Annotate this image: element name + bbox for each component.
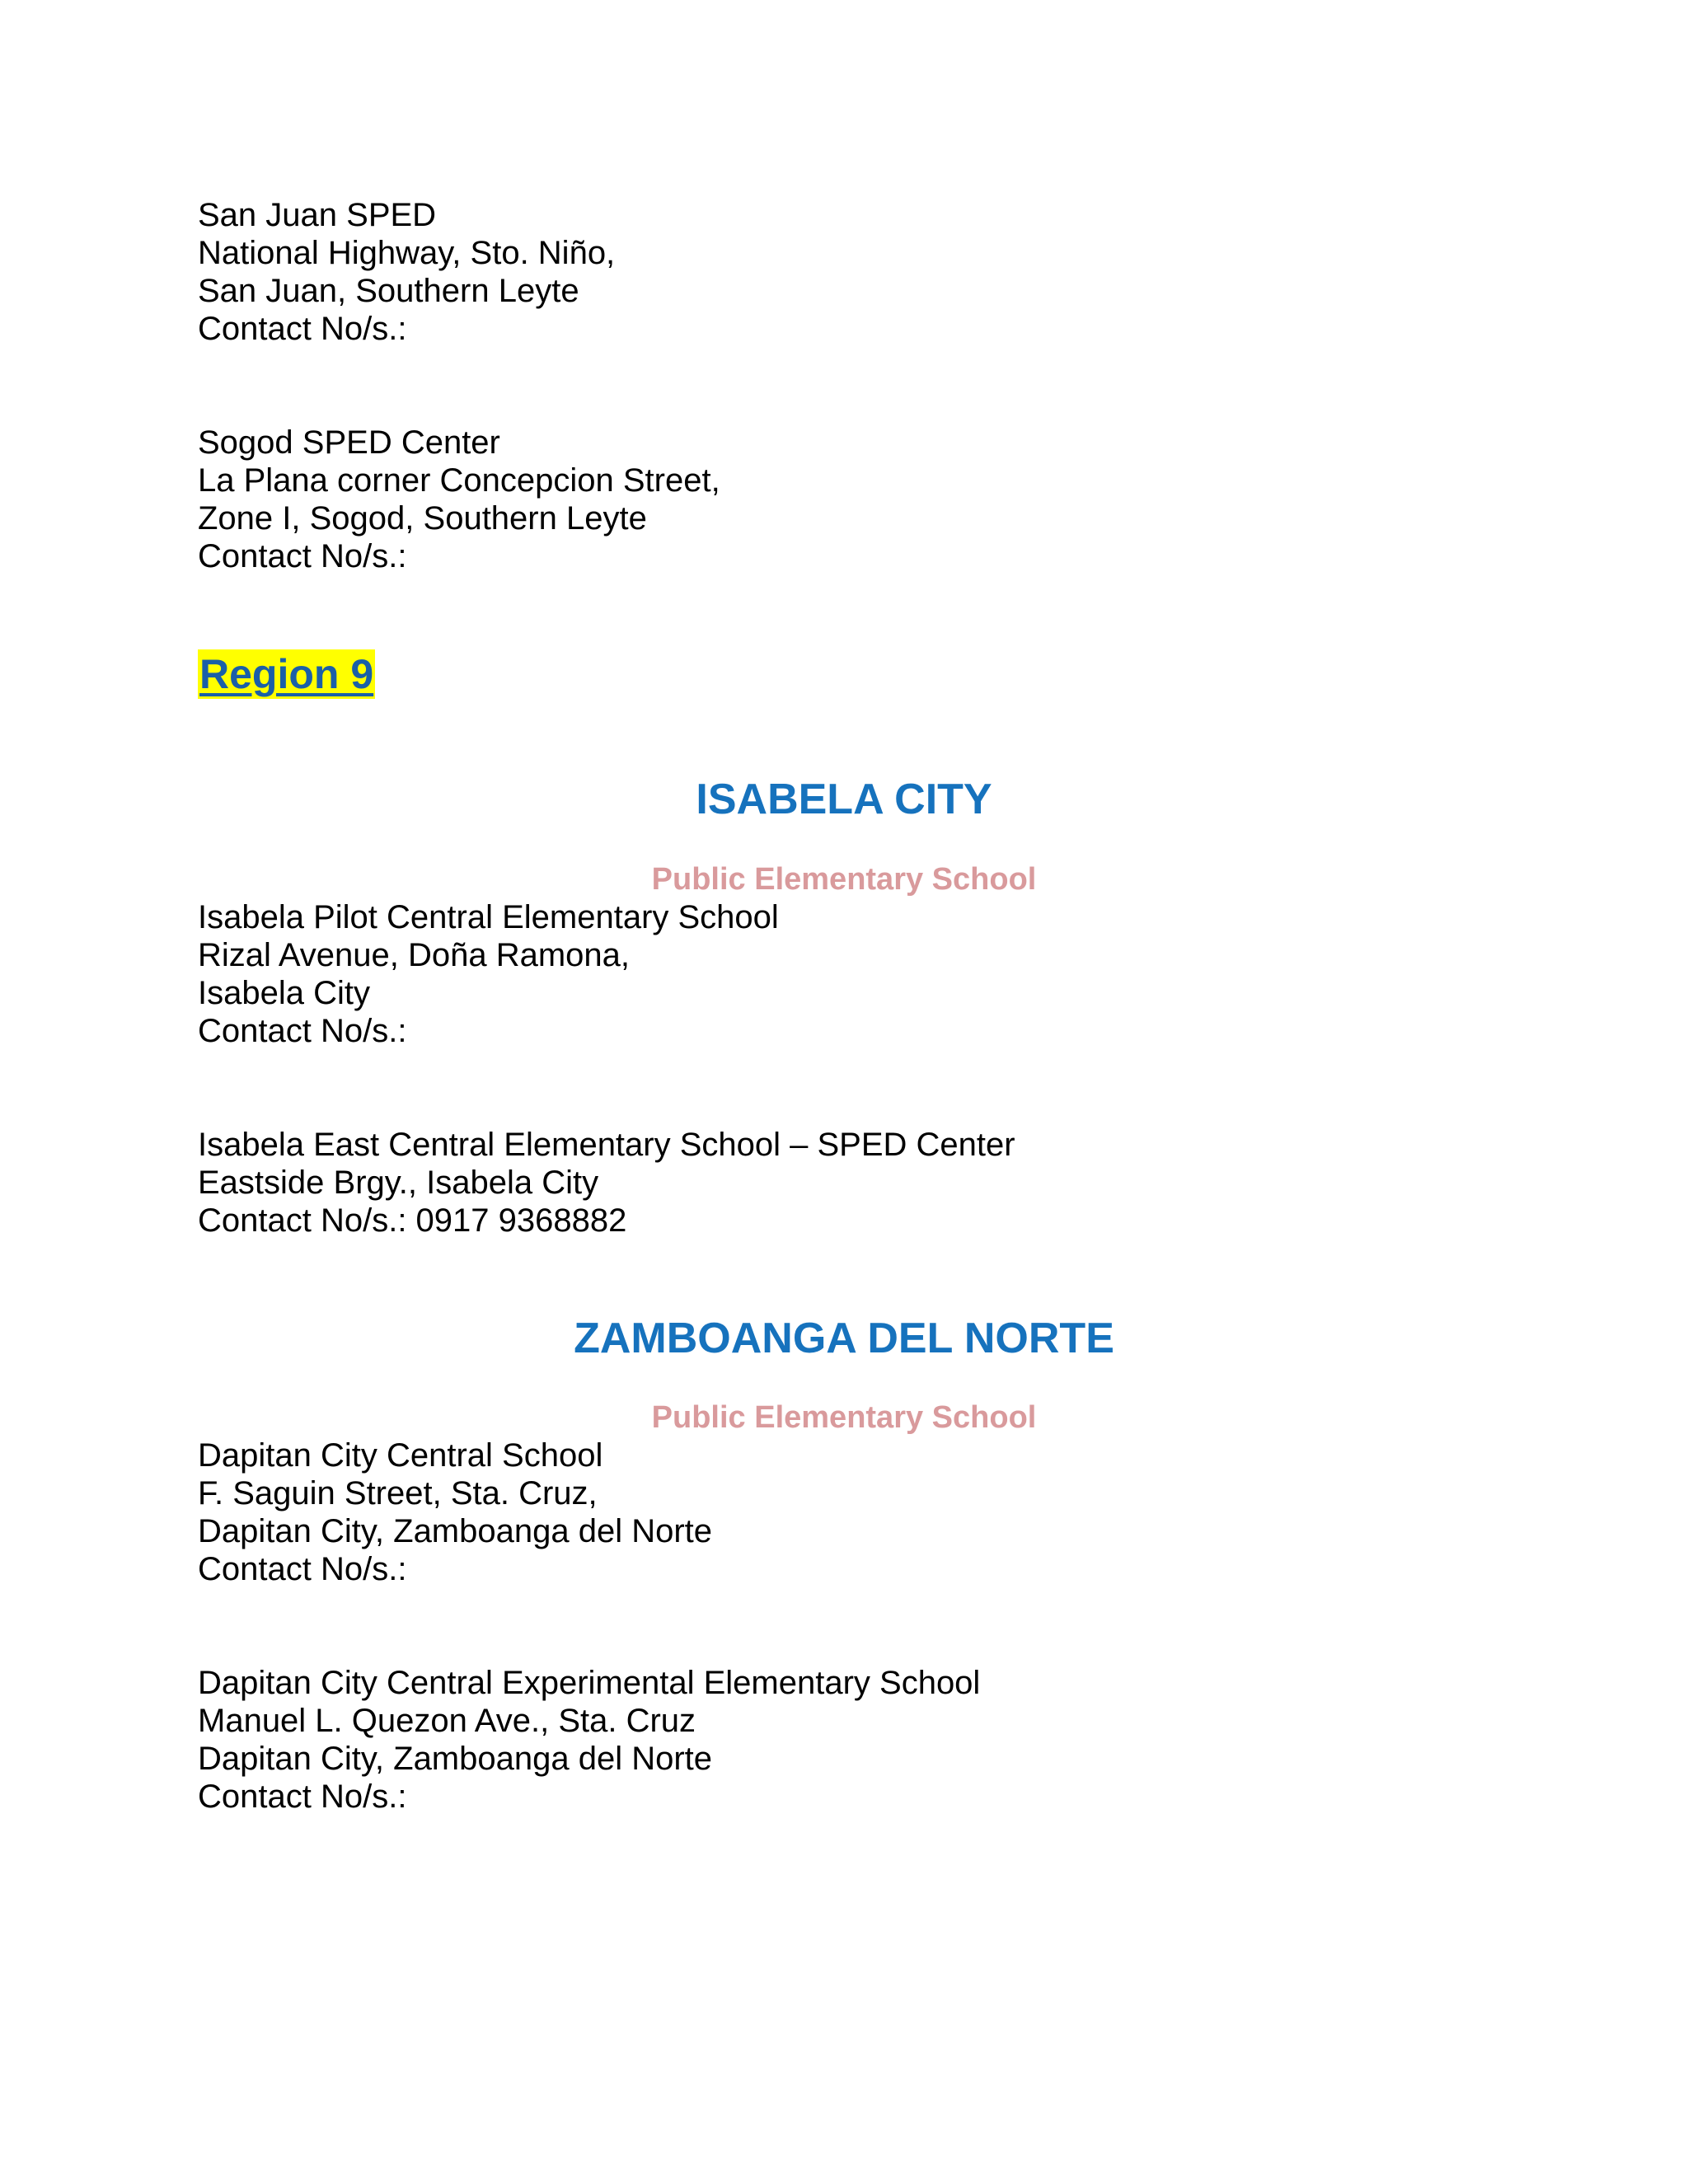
school-entry-san-juan-sped	[198, 196, 1517, 348]
region-heading: Region 9	[199, 651, 374, 697]
school-name: Isabela Pilot Central Elementary School	[198, 899, 779, 935]
school-contact: Contact No/s.:	[198, 1779, 407, 1815]
section-heading-isabela-city: ISABELA CITY	[696, 776, 992, 823]
school-contact: Contact No/s.:	[198, 1551, 407, 1587]
school-entry-sogod-sped-center	[198, 424, 1517, 575]
school-entry-isabela-east	[198, 1126, 1517, 1240]
section-subheading-isabela-city: Public Elementary School	[651, 862, 1037, 897]
school-address-line-1: National Highway, Sto. Niño,	[198, 235, 616, 271]
section-subheading-zamboanga-del-norte: Public Elementary School	[651, 1400, 1037, 1435]
school-address-line-2: Zone I, Sogod, Southern Leyte	[198, 500, 647, 537]
school-address-line-1: Manuel L. Quezon Ave., Sta. Cruz	[198, 1703, 696, 1739]
school-address-line-1: La Plana corner Concepcion Street,	[198, 462, 720, 499]
school-address-line-2: Isabela City	[198, 975, 370, 1011]
school-entry-isabela-pilot	[198, 898, 1517, 1050]
school-name: San Juan SPED	[198, 197, 437, 233]
school-address-line-2: Dapitan City, Zamboanga del Norte	[198, 1741, 713, 1777]
school-address-line-2: Dapitan City, Zamboanga del Norte	[198, 1513, 713, 1549]
school-address-line-2: San Juan, Southern Leyte	[198, 273, 579, 309]
school-name: Isabela East Central Elementary School – SPED Center	[198, 1127, 1015, 1163]
school-contact: Contact No/s.:	[198, 538, 407, 574]
school-address-line-1: Eastside Brgy., Isabela City	[198, 1165, 599, 1201]
school-contact: Contact No/s.:	[198, 1013, 407, 1049]
school-name: Dapitan City Central Experimental Elementary School	[198, 1665, 981, 1701]
school-address-line-1: Rizal Avenue, Doña Ramona,	[198, 937, 631, 973]
school-address-line-1: F. Saguin Street, Sta. Cruz,	[198, 1475, 598, 1511]
school-contact: Contact No/s.: 0917 9368882	[198, 1202, 627, 1239]
school-entry-dapitan-city-experimental	[198, 1664, 1517, 1816]
school-name: Dapitan City Central School	[198, 1437, 603, 1474]
school-contact: Contact No/s.:	[198, 311, 407, 347]
section-heading-zamboanga-del-norte: ZAMBOANGA DEL NORTE	[574, 1315, 1114, 1362]
school-name: Sogod SPED Center	[198, 424, 500, 461]
school-entry-dapitan-city-central	[198, 1436, 1517, 1588]
